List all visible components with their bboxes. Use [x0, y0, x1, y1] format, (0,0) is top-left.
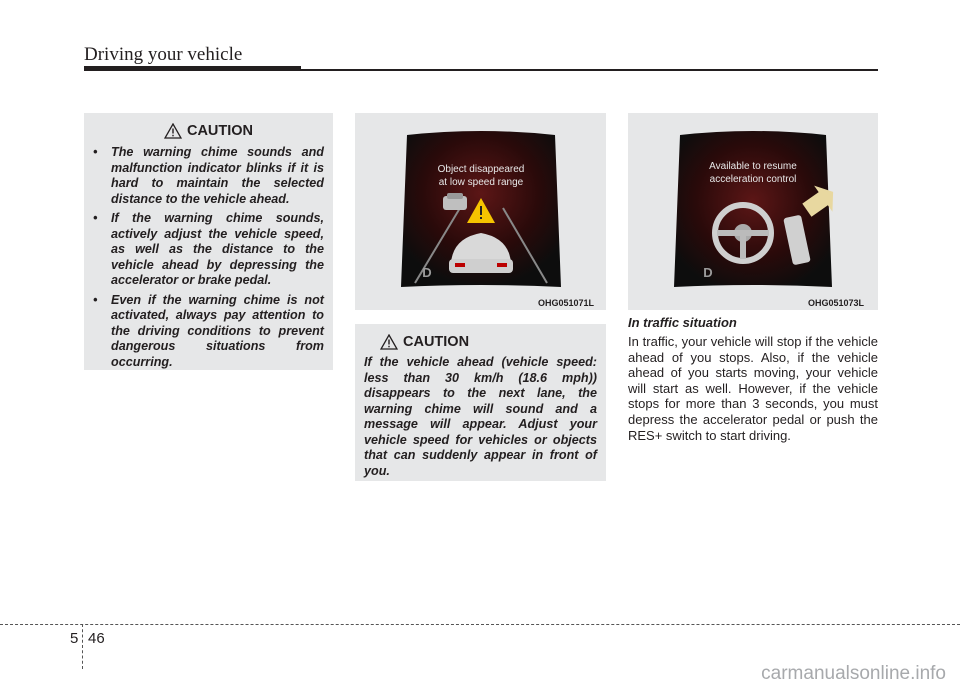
chapter-number: 5 [70, 630, 79, 647]
figure-object-disappeared [355, 113, 606, 310]
page-number: 46 [88, 630, 105, 647]
caution-list [93, 145, 324, 370]
warning-triangle-icon [164, 123, 182, 139]
screen-text-line2: acceleration control [709, 174, 797, 185]
screen-text-line1: Available to resume [709, 161, 797, 172]
section-heading: In traffic situation [628, 315, 737, 330]
cluster-display-image [355, 113, 606, 310]
figure-resume-acceleration [628, 113, 878, 310]
header-rule-thin [301, 69, 878, 71]
gear-indicator: D [703, 265, 713, 280]
caution-header [93, 123, 324, 139]
cluster-display-image [628, 113, 878, 310]
warning-triangle-icon [380, 334, 398, 350]
caution-heading: CAUTION [186, 123, 254, 139]
gear-indicator: D [422, 265, 432, 280]
watermark: carmanualsonline.info [761, 663, 946, 684]
header-rule-thick [84, 66, 301, 71]
caution-text: If the vehicle ahead (vehicle speed: less than 30 km/h (18.6 mph)) disappears to the next lane, the warning chime will sound and a message will appear. Adjust your vehicle speed for vehicles or objects that can suddenly appear in front of you. [364, 355, 597, 478]
caution-list-item: • The warning chime sounds and malfunction indicator blinks if it is hard to maintain the selected distance to the vehicle ahead. [93, 145, 324, 206]
screen-text-line1: Object disappeared [437, 164, 525, 175]
caution-list-item: • If the warning chime sounds, actively adjust the vehicle speed, as well as the distance to the vehicle ahead by depressing the accelerator or brake pedal. [93, 211, 324, 287]
caution-header [364, 334, 597, 350]
body-paragraph: In traffic, your vehicle will stop if the vehicle ahead of you stops. Also, if the vehicle ahead of you starts moving, your vehicle will start as well. However, if the vehicle stops for more than 3 seconds, you must depress the accelerator pedal or push the RES+ switch to start driving. [628, 334, 878, 443]
caution-heading: CAUTION [403, 334, 470, 350]
footer-divider [0, 624, 960, 625]
figure-caption: OHG051073L [808, 298, 865, 308]
screen-text-line2: at low speed range [438, 177, 524, 188]
caution-box-left [84, 113, 333, 370]
caution-list-item: • Even if the warning chime is not activated, always pay attention to the driving conditions to prevent dangerous situations from occurring. [93, 292, 324, 369]
footer-vertical-divider [82, 624, 83, 669]
caution-box-middle [355, 324, 606, 481]
figure-caption: OHG051071L [538, 298, 595, 308]
page-header-title: Driving your vehicle [84, 44, 243, 65]
